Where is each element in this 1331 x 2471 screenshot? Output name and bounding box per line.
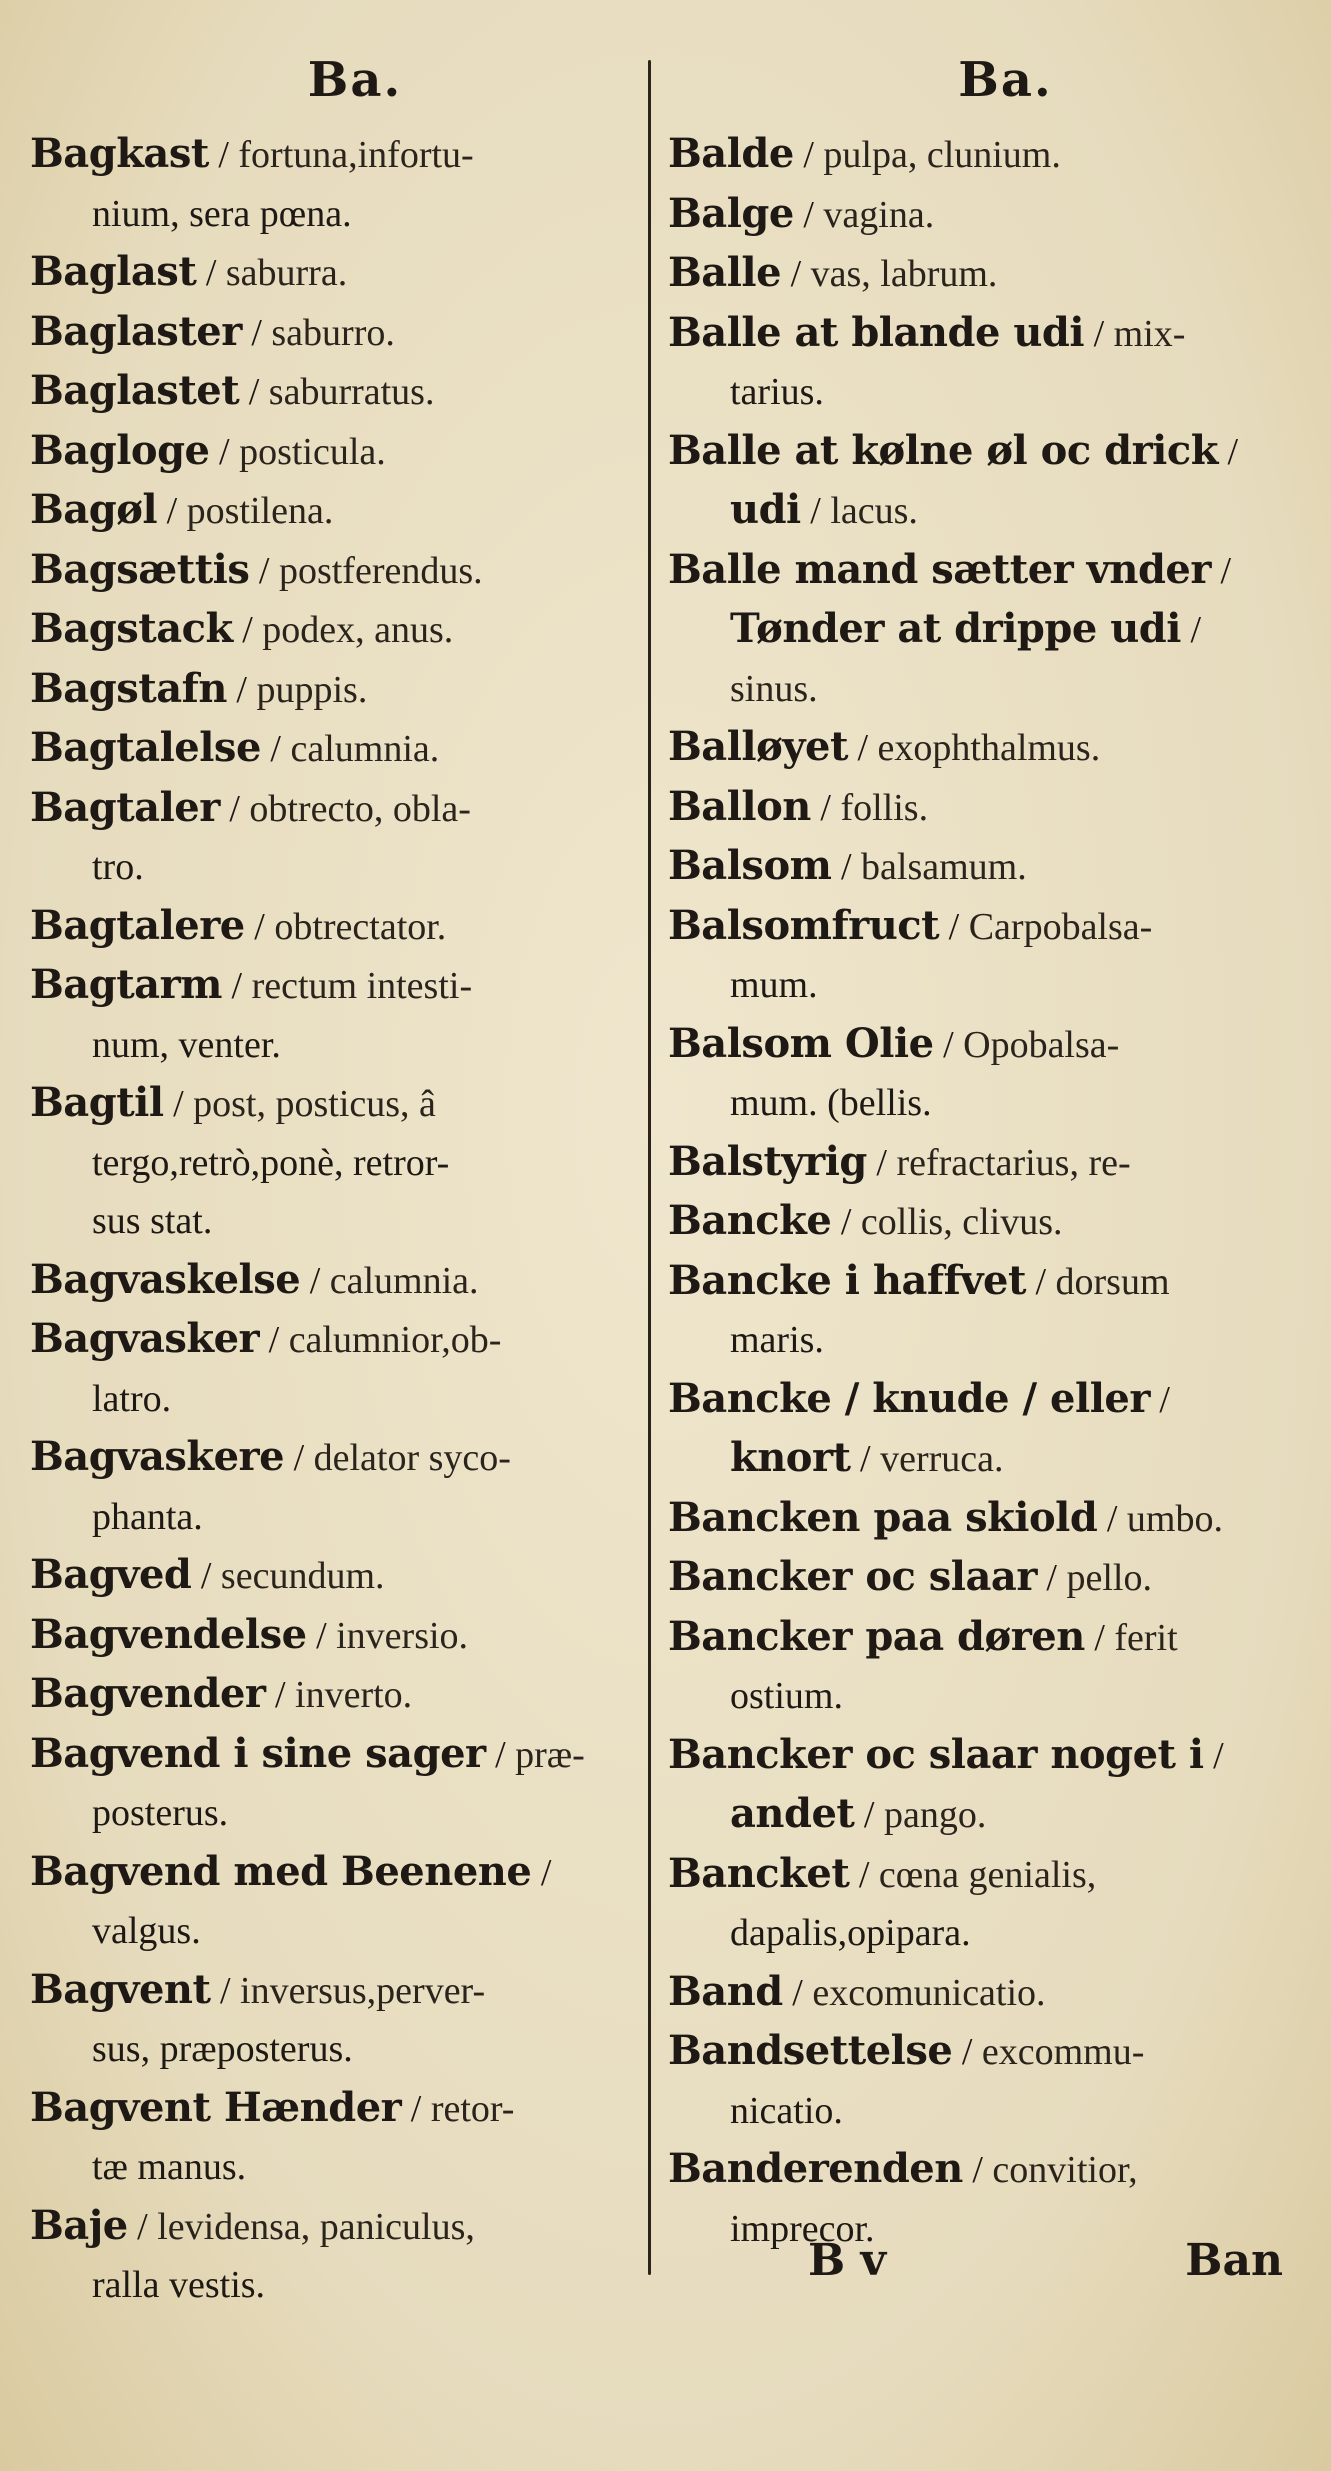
dictionary-entry: Bagvent Hænder / retor- tæ manus. — [30, 2079, 640, 2197]
headword: Baglast — [30, 248, 197, 295]
headword: Bagvend i sine sager — [30, 1729, 486, 1777]
dictionary-entry: Bancket / cœna genialis, dapalis,opipara. — [668, 1845, 1283, 1963]
definition: retor- — [430, 2087, 515, 2130]
headword: Baglaster — [30, 307, 242, 355]
dictionary-entry: Bagtalere / obtrectator. — [30, 901, 447, 949]
headword: Bagvender — [30, 1670, 266, 1717]
headword: Banderenden — [668, 2145, 963, 2192]
dictionary-entry: Ballon / follis. — [668, 782, 929, 830]
headword: Balle mand sætter vnder — [668, 545, 1211, 593]
definition-continuation: tro. — [92, 846, 144, 888]
right-entries — [668, 125, 1283, 2258]
headword-continuation: andet — [730, 1790, 855, 1837]
definition: excommu- — [981, 2031, 1145, 2073]
dictionary-entry: Bagvent / inversus,perver- sus, præposterus. — [30, 1961, 640, 2079]
signature-mark: B v — [808, 2235, 887, 2286]
definition: excomunicatio. — [812, 1971, 1046, 2014]
column-divider — [648, 60, 651, 2275]
headword-continuation: knort — [730, 1434, 851, 1481]
page-footer — [668, 2235, 1283, 2305]
dictionary-entry: Band / excomunicatio. — [668, 1967, 1046, 2015]
dictionary-entry: Bancken paa skiold / umbo. — [668, 1493, 1223, 1541]
headword: Balstyrig — [668, 1137, 867, 1185]
headword: Band — [668, 1967, 783, 2015]
dictionary-entry: Bagvasker / calumnior,ob- latro. — [30, 1310, 640, 1428]
headword: Balge — [668, 189, 794, 237]
definition: mix- — [1113, 312, 1186, 355]
definition: sinus. — [730, 667, 818, 710]
headword: Baglastet — [30, 367, 240, 414]
dictionary-entry: Bancker oc slaar noget i / andet / pango. — [668, 1726, 1283, 1845]
definition: verruca. — [880, 1438, 1004, 1480]
definition: saburratus. — [268, 371, 435, 413]
headword: Bancke — [668, 1197, 832, 1244]
definition: dorsum — [1055, 1260, 1170, 1303]
definition: cœna genialis, — [878, 1853, 1097, 1896]
dictionary-entry: Bancker paa døren / ferit ostium. — [668, 1608, 1283, 1726]
definition-continuation: nium, sera pœna. — [92, 192, 352, 235]
definition: calumnia. — [290, 728, 440, 770]
definition: calumnior,ob- — [288, 1319, 502, 1361]
dictionary-entry: Bagvend i sine sager / præ- posterus. — [30, 1725, 640, 1843]
headword: Balløyet — [668, 723, 848, 770]
right-column-header: Ba. — [958, 52, 1053, 108]
definition: obtrecto, obla- — [249, 787, 471, 830]
headword: Bagvaskelse — [30, 1255, 301, 1303]
definition: levidensa, paniculus, — [157, 2205, 475, 2248]
dictionary-entry: Bagvaskere / delator syco- phanta. — [30, 1428, 640, 1546]
dictionary-entry: Balle mand sætter vnder / Tønder at drippe udi / sinus. — [668, 541, 1283, 719]
definition: saburro. — [271, 311, 395, 354]
headword: Bancke i haffvet — [668, 1256, 1026, 1304]
dictionary-entry: Balge / vagina. — [668, 189, 935, 237]
dictionary-entry: Bagstafn / puppis. — [30, 664, 368, 712]
headword: Bancke / knude / eller — [668, 1374, 1150, 1422]
definition-continuation: tæ manus. — [92, 2146, 247, 2188]
dictionary-entry: Baglastet / saburratus. — [30, 367, 435, 414]
headword: Balsom Olie — [668, 1019, 934, 1067]
definition-continuation: knort / verruca. — [730, 1434, 1004, 1481]
dictionary-entry: Bagstack / podex, anus. — [30, 605, 454, 652]
definition-continuation: phanta. — [92, 1495, 203, 1538]
dictionary-entry: Bagøl / postilena. — [30, 486, 334, 533]
dictionary-entry: Baje / levidensa, paniculus, ralla vestis. — [30, 2197, 640, 2315]
dictionary-entry: Bagvaskelse / calumnia. — [30, 1255, 479, 1303]
definition-continuation: tarius. — [730, 371, 824, 413]
headword: Balsom — [668, 842, 832, 889]
definition-continuation: mum. (bellis. — [730, 1082, 932, 1124]
headword: Bancket — [668, 1849, 850, 1897]
definition: præ- — [515, 1733, 585, 1776]
definition: exophthalmus. — [877, 727, 1101, 769]
headword: Bagtalelse — [30, 724, 261, 771]
dictionary-entry: Bagtarm / rectum intesti- num, venter. — [30, 956, 640, 1074]
dictionary-entry: Bancke / knude / eller / knort / verruca. — [668, 1370, 1283, 1489]
definition: balsamum. — [861, 846, 1027, 888]
definition: pango. — [883, 1794, 987, 1836]
headword: Bagtalere — [30, 901, 245, 949]
headword: Bagstafn — [30, 664, 227, 712]
headword: Bandsettelse — [668, 2027, 953, 2074]
dictionary-entry: Banderenden / convitior, imprecor. — [668, 2140, 1283, 2258]
dictionary-entry: Bandsettelse / excommu- nicatio. — [668, 2022, 1283, 2140]
dictionary-entry: Balsom / balsamum. — [668, 842, 1027, 889]
left-entries — [30, 125, 640, 2315]
headword: Bagøl — [30, 486, 158, 533]
definition: podex, anus. — [262, 609, 454, 651]
definition-continuation: ostium. — [730, 1675, 843, 1717]
definition: lacus. — [830, 490, 918, 532]
dictionary-entry: Balstyrig / refractarius, re- — [668, 1137, 1131, 1185]
definition-continuation: tergo,retrò,ponè, retror- — [92, 1141, 450, 1184]
headword: Bancken paa skiold — [668, 1493, 1098, 1541]
headword: Bagvendelse — [30, 1610, 307, 1658]
dictionary-entry: Balle / vas, labrum. — [668, 249, 998, 296]
definition-continuation: ralla vestis. — [92, 2264, 266, 2306]
definition: postferendus. — [278, 549, 483, 592]
definition: refractarius, re- — [896, 1141, 1131, 1184]
definition: umbo. — [1126, 1497, 1223, 1540]
headword: Bagtarm — [30, 961, 222, 1008]
definition: inverto. — [295, 1674, 413, 1716]
dictionary-entry: Bagloge / posticula. — [30, 426, 386, 474]
definition: secundum. — [220, 1555, 385, 1597]
headword: Balle — [668, 249, 782, 296]
headword: Bancker paa døren — [668, 1612, 1085, 1660]
definition: pello. — [1066, 1557, 1152, 1599]
definition: rectum intesti- — [251, 965, 473, 1007]
dictionary-entry: Bagvend med Beenene / valgus. — [30, 1843, 640, 1961]
headword: Bagtaler — [30, 783, 220, 831]
dictionary-entry: Balsomfruct / Carpobalsa- mum. — [668, 897, 1283, 1015]
definition: delator syco- — [313, 1437, 511, 1479]
definition: collis, clivus. — [860, 1201, 1063, 1243]
catchword: Ban — [1185, 2235, 1283, 2286]
headword: Balle at kølne øl oc drick — [668, 426, 1218, 474]
headword: Bagtil — [30, 1079, 164, 1126]
headword: Bagvent — [30, 1965, 211, 2013]
headword: Balle at blande udi — [668, 308, 1085, 356]
definition-continuation: posterus. — [92, 1792, 229, 1834]
definition-continuation: nicatio. — [730, 2089, 843, 2132]
headword: Balde — [668, 130, 794, 177]
dictionary-entry: Bagsættis / postferendus. — [30, 545, 483, 593]
definition-continuation: mum. — [730, 964, 818, 1006]
definition: Opobalsa- — [963, 1023, 1120, 1066]
definition-continuation: udi / lacus. — [730, 486, 918, 533]
right-column — [668, 50, 1283, 2258]
headword: Ballon — [668, 782, 811, 830]
definition-continuation: imprecor. — [730, 2207, 875, 2250]
definition: posticula. — [239, 430, 386, 473]
definition-continuation: sus, præposterus. — [92, 2028, 353, 2070]
dictionary-entry: Bancke / collis, clivus. — [668, 1197, 1063, 1244]
dictionary-entry: Bagtalelse / calumnia. — [30, 724, 440, 771]
headword: Bagstack — [30, 605, 233, 652]
headword-continuation: Tønder at drippe udi — [730, 605, 1181, 652]
definition: vas, labrum. — [810, 253, 998, 295]
headword: Bagloge — [30, 426, 210, 474]
definition-continuation: maris. — [730, 1319, 824, 1361]
headword: Bagkast — [30, 130, 209, 177]
definition-continuation: sus stat. — [92, 1200, 213, 1242]
headword-continuation: udi — [730, 486, 801, 533]
headword: Baje — [30, 2201, 128, 2249]
definition: vagina. — [823, 193, 935, 236]
dictionary-entry: Bagvendelse / inversio. — [30, 1610, 469, 1658]
definition-continuation: valgus. — [92, 1910, 201, 1952]
dictionary-entry: Baglast / saburra. — [30, 248, 348, 295]
dictionary-entry: Bancker oc slaar / pello. — [668, 1553, 1152, 1600]
definition: Carpobalsa- — [968, 905, 1153, 948]
definition: follis. — [840, 786, 929, 829]
definition: inversus,perver- — [240, 1969, 486, 2012]
headword: Bagved — [30, 1551, 192, 1598]
dictionary-entry: Balle at blande udi / mix- tarius. — [668, 304, 1283, 422]
definition: saburra. — [225, 252, 348, 294]
dictionary-entry: Balsom Olie / Opobalsa- mum. (bellis. — [668, 1015, 1283, 1133]
dictionary-entry: Balløyet / exophthalmus. — [668, 723, 1101, 770]
dictionary-entry: Bagved / secundum. — [30, 1551, 385, 1598]
headword: Bancker oc slaar noget i — [668, 1730, 1204, 1778]
left-column — [30, 50, 640, 2315]
definition: fortuna,infortu- — [238, 134, 474, 176]
definition: inversio. — [336, 1614, 469, 1657]
definition-continuation: andet / pango. — [730, 1790, 987, 1837]
dictionary-entry: Bagkast / fortuna,infortu- nium, sera pœna. — [30, 125, 640, 243]
headword: Bagvend med Beenene — [30, 1847, 532, 1895]
dictionary-entry: Bagtil / post, posticus, â tergo,retrò,ponè, retror- sus stat. — [30, 1074, 640, 1251]
left-column-header: Ba. — [307, 52, 403, 108]
definition-continuation: dapalis,opipara. — [730, 1912, 971, 1954]
definition: calumnia. — [329, 1259, 479, 1302]
headword: Bagvasker — [30, 1315, 260, 1362]
definition-continuation: num, venter. — [92, 1023, 281, 1066]
headword: Bagvaskere — [30, 1433, 285, 1480]
dictionary-entry: Bancke i haffvet / dorsum maris. — [668, 1252, 1283, 1370]
dictionary-entry: Baglaster / saburro. — [30, 307, 395, 355]
dictionary-entry: Balde / pulpa, clunium. — [668, 130, 1061, 177]
headword: Bagvent Hænder — [30, 2083, 402, 2131]
dictionary-entry: Bagvender / inverto. — [30, 1670, 413, 1717]
definition: post, posticus, â — [193, 1083, 436, 1125]
definition: obtrectator. — [274, 905, 447, 948]
definition: puppis. — [256, 668, 368, 711]
dictionary-entry: Bagtaler / obtrecto, obla- tro. — [30, 779, 640, 897]
definition: convitior, — [992, 2149, 1138, 2191]
definition: ferit — [1114, 1616, 1178, 1659]
definition: postilena. — [186, 490, 334, 532]
definition-continuation: latro. — [92, 1377, 172, 1420]
dictionary-entry: Balle at kølne øl oc drick / udi / lacus. — [668, 422, 1283, 541]
headword: Bagsættis — [30, 545, 250, 593]
definition: pulpa, clunium. — [823, 134, 1061, 176]
headword: Bancker oc slaar — [668, 1553, 1037, 1600]
headword: Balsomfruct — [668, 901, 940, 949]
definition-continuation: Tønder at drippe udi / sinus. — [730, 605, 1202, 710]
